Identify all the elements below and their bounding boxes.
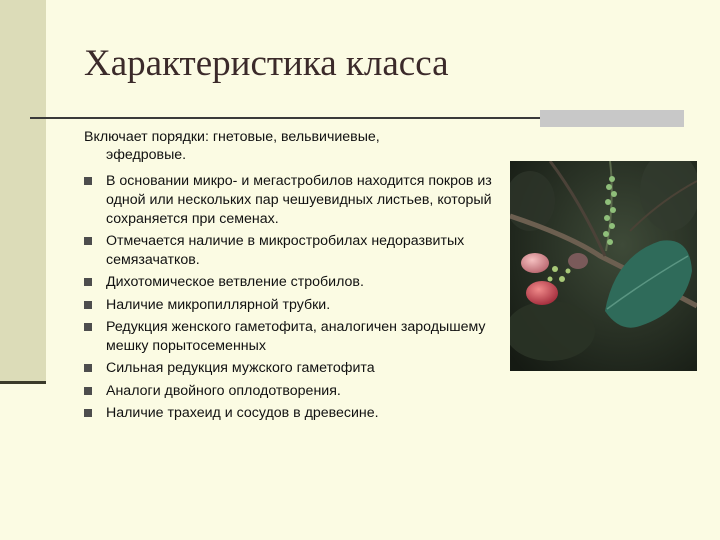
bullet-item xyxy=(84,318,504,356)
bullet-square-icon xyxy=(84,387,92,395)
bullet-square-icon xyxy=(84,278,92,286)
title-divider-block xyxy=(540,110,684,127)
bullet-text: Наличие микропиллярной трубки. xyxy=(106,296,331,313)
bullet-item xyxy=(84,296,504,315)
bullet-item xyxy=(84,232,504,270)
side-stripe xyxy=(0,0,46,384)
intro-line-1: Включает порядки: гнетовые, вельвичиевые, xyxy=(84,129,380,145)
bullet-square-icon xyxy=(84,409,92,417)
bullet-square-icon xyxy=(84,364,92,372)
side-stripe-cap xyxy=(0,381,46,384)
bullet-text: Дихотомическое ветвление стробилов. xyxy=(106,274,364,291)
bullet-square-icon xyxy=(84,323,92,331)
bullet-item xyxy=(84,273,504,292)
plant-photo xyxy=(510,161,697,371)
bullet-list xyxy=(84,172,504,426)
bullet-item xyxy=(84,382,504,401)
bullet-item xyxy=(84,172,504,228)
bullet-text: Отмечается наличие в микростробилах недоразвитых семязачатков. xyxy=(106,232,465,268)
intro-text xyxy=(84,128,464,164)
slide-title: Характеристика класса xyxy=(84,43,449,84)
gnetum-plant-image xyxy=(510,161,697,371)
intro-line-2: эфедровые. xyxy=(106,147,187,163)
bullet-text: Сильная редукция мужского гаметофита xyxy=(106,360,375,377)
bullet-square-icon xyxy=(84,301,92,309)
bullet-text: Редукция женского гаметофита, аналогичен зародышему мешку порытосеменных xyxy=(106,318,486,354)
bullet-text: Аналоги двойного оплодотворения. xyxy=(106,382,341,399)
bullet-item xyxy=(84,404,504,423)
bullet-item xyxy=(84,359,504,378)
bullet-text: В основании микро- и мегастробилов находится покров из одной или нескольких пар чешуевидных листьев, который сохраняется при семенах. xyxy=(106,173,492,227)
bullet-square-icon xyxy=(84,237,92,245)
bullet-square-icon xyxy=(84,177,92,185)
bullet-text: Наличие трахеид и сосудов в древесине. xyxy=(106,404,379,421)
